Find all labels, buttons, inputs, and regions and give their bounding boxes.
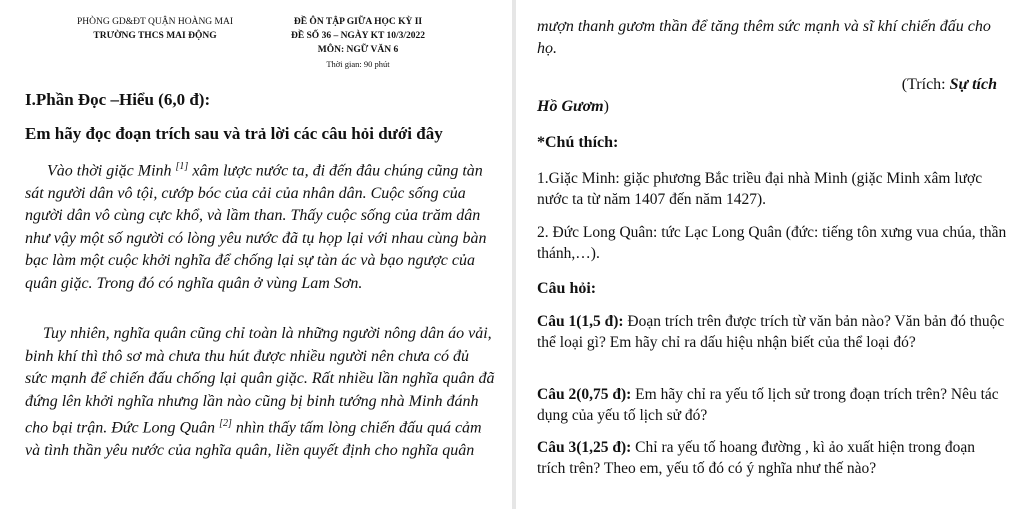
footnote-ref-1: [1]: [175, 161, 189, 172]
exam-time: Thời gian: 90 phút: [326, 59, 390, 69]
exam-header: [258, 15, 458, 71]
question-2: Câu 2(0,75 đ): Em hãy chỉ ra yếu tố lịch sử trong đoạn trích trên? Nêu tác dụng của yếu tố lịch sử đó?: [537, 386, 999, 424]
instruction: Em hãy đọc đoạn trích sau và trả lời các câu hỏi dưới đây: [25, 124, 443, 143]
department-name: PHÒNG GD&ĐT QUẬN HOÀNG MAI: [76, 17, 234, 27]
school-name: TRƯỜNG THCS MAI ĐỘNG: [93, 31, 217, 41]
right-page: [516, 0, 1024, 509]
source-citation-title: Hồ Gươm): [537, 98, 609, 115]
passage-paragraph-1: Vào thời giặc Minh [1] xâm lược nước ta, đi đến đâu chúng cũng tàn sát người dân vô tội, cướp bóc của cải của nhân dân. Cuộc sống của người dân vô cùng cực khổ, và lầm than. Thấy cuộc sống của trăm dân như vậy một số người có lòng yêu nước đã tụ họp lại với nhau cùng bàn bạc làm một cuộc khởi nghĩa để chống lại sự tàn ác và bạo ngược của quân giặc. Trong đó có nghĩa quân ở vùng Lam Sơn.: [25, 161, 487, 292]
note-2: 2. Đức Long Quân: tức Lạc Long Quân (đức: tiếng tôn xưng vua chúa, thần thánh,…).: [537, 224, 1007, 262]
exam-title: ĐỀ ÔN TẬP GIỮA HỌC KỲ II: [293, 17, 423, 27]
section-title: I.Phần Đọc –Hiểu (6,0 đ):: [25, 90, 211, 109]
question-1: Câu 1(1,5 đ): Đoạn trích trên được trích từ văn bản nào? Văn bản đó thuộc thể loại gì? Em hãy chỉ ra dấu hiệu nhận biết của thể loại đó?: [537, 313, 1005, 351]
exam-number: ĐỀ SỐ 36 – NGÀY KT 10/3/2022: [290, 31, 426, 41]
note-1: 1.Giặc Minh: giặc phương Bắc triều đại nhà Minh (giặc Minh xâm lược nước ta từ năm 1407 đến năm 1427).: [537, 170, 983, 208]
footnote-ref-2: [2]: [219, 418, 232, 429]
passage-paragraph-2: Tuy nhiên, nghĩa quân cũng chỉ toàn là những người nông dân áo vải, binh khí thì thô sơ mà chưa thu hút được nhiều người nên chưa có đủ sức mạnh để chiến đấu chống lại quân giặc. Rất nhiều lần nghĩa quân đã đứng lên khởi nghĩa nhưng lần nào cũng bị binh tướng nhà Minh đánh cho bại trận. Đức Long Quân [2] nhìn thấy tấm lòng chiến đấu quá cảm và tình thần yêu nước của nghĩa quân, liền quyết định cho nghĩa quân: [25, 325, 495, 459]
source-citation: (Trích: Sự tích: [901, 76, 997, 93]
notes-title: *Chú thích:: [537, 134, 619, 151]
passage-continuation: mượn thanh gươm thần để tăng thêm sức mạnh và sĩ khí chiến đấu cho họ.: [537, 18, 991, 57]
exam-subject: MÔN: NGỮ VĂN 6: [317, 45, 399, 55]
school-header: [40, 15, 270, 43]
question-3: Câu 3(1,25 đ): Chỉ ra yếu tố hoang đường , kì ảo xuất hiện trong đoạn trích trên? Theo em, yếu tố đó có ý nghĩa như thế nào?: [537, 439, 976, 477]
questions-title: Câu hỏi:: [537, 280, 597, 297]
